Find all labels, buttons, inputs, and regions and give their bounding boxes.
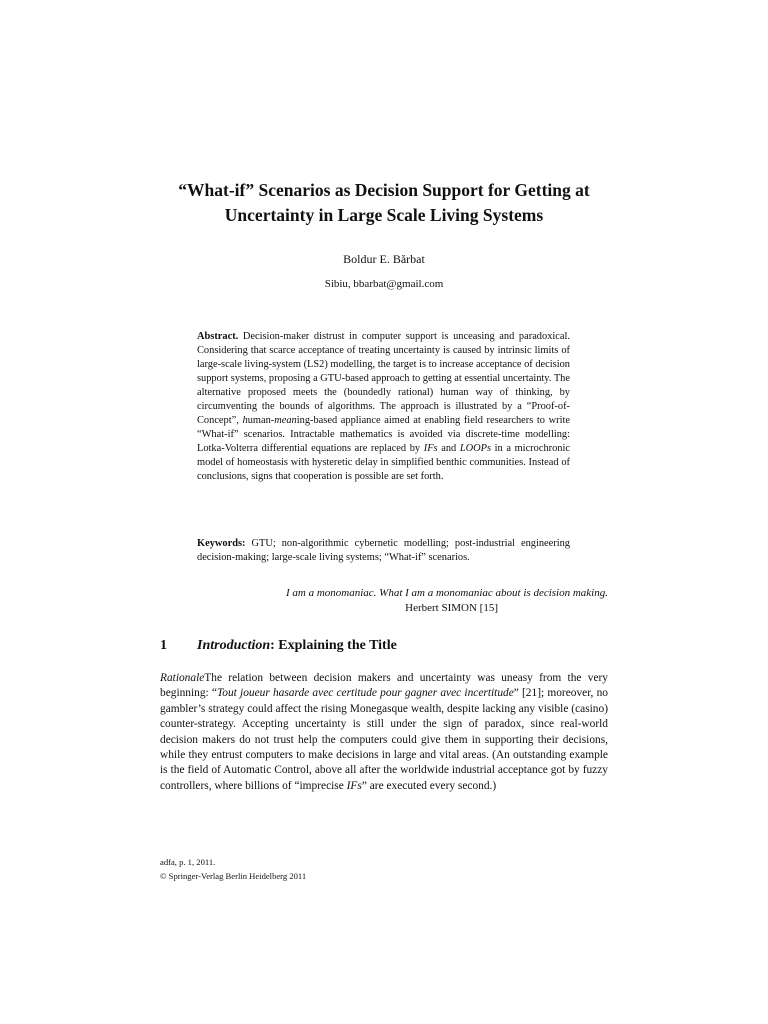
abstract-loops: LOOPs [459, 443, 492, 454]
keywords-label: Keywords: [197, 538, 246, 549]
body-french-quote: Tout joueur hasarde avec certitude pour gagner avec incertitude [216, 687, 514, 700]
paper-title [120, 178, 648, 228]
keywords [197, 537, 570, 565]
section-title-rest: : Explaining the Title [270, 638, 397, 653]
author-name: Boldur E. Bărbat [343, 252, 425, 266]
footer [160, 855, 460, 883]
abstract-text-3: ing-based appliance aimed at enabling field researchers to write “What-if” scenarios. Intractable mathematics is avoided via discrete-time modelling: Lotka-Volterra differential equations are replaced by [197, 415, 570, 454]
body-lead: Rationale [160, 672, 205, 684]
body-text-1: The relation between decision makers and uncertainty was uneasy from the very beginning: “ [160, 672, 608, 700]
epigraph-attribution: Herbert SIMON [15] [405, 601, 498, 614]
section-heading [160, 638, 608, 654]
abstract-text-2: uman- [247, 415, 275, 426]
epigraph [160, 586, 608, 615]
footer-line-1: adfa, p. 1, 2011. [160, 857, 216, 867]
footer-line-2: © Springer-Verlag Berlin Heidelberg 2011 [160, 871, 307, 881]
epigraph-quote: I am a monomaniac. What I am a monomaniac about is decision making. [285, 587, 608, 599]
section-number: 1 [160, 638, 167, 653]
keywords-text: GTU; non-algorithmic cybernetic modelling; post-industrial engineering decision-making; large-scale living systems; “What-if” scenarios. [197, 538, 570, 563]
body-paragraph [160, 671, 608, 794]
abstract-text-4: in a microchronic model of homeostasis with hysteretic delay in simplified benthic communities. Instead of conclusions, signs that cooperation is possible are set forth. [197, 443, 570, 482]
abstract-and: and [437, 443, 460, 454]
body-ifs: IFs [346, 779, 362, 792]
abstract-text-1: Decision-maker distrust in computer support is unceasing and paradoxical. Considering that scarce acceptance of treating uncertainty is caused by intrinsic limits of large-scale living-system (LS2) modelling, the target is to increase acceptance of decision support systems, proposing a GTU-based approach to getting at essential uncertainty. The alternative proposed meets the (boundedly rational) human way of thinking, by circumventing the bounds of algorithms. The approach is illustrated by a “Proof-of-Concept”, [197, 331, 570, 426]
body-text-2: ” [21]; moreover, no gambler’s strategy could affect the rising Monegasque wealth, despite lacking any visible (casino) counter-strategy. Accepting uncertainty is still under the sign of paradox, since real-world decision makers do not trust help the computers could give them in supporting their decisions, while they entrust computers to make decisions in large and vital areas. (An outstanding example is the field of Automatic Control, above all after the worldwide industrial acceptance got by fuzzy controllers, where billions of “imprecise [160, 687, 608, 792]
abstract [197, 330, 570, 484]
title-line-2: Uncertainty in Large Scale Living Systems [224, 205, 544, 225]
title-line-1: “What-if” Scenarios as Decision Support for Getting at [178, 180, 590, 200]
abstract-label: Abstract. [197, 331, 239, 342]
abstract-mean: mean [274, 415, 297, 426]
section-title-emphasis: Introduction [197, 638, 271, 653]
author-affiliation: Sibiu, bbarbat@gmail.com [324, 278, 444, 290]
body-text-3: ” are executed every second.) [361, 779, 497, 792]
abstract-h: h [242, 415, 248, 426]
abstract-ifs: IFs [423, 443, 438, 454]
